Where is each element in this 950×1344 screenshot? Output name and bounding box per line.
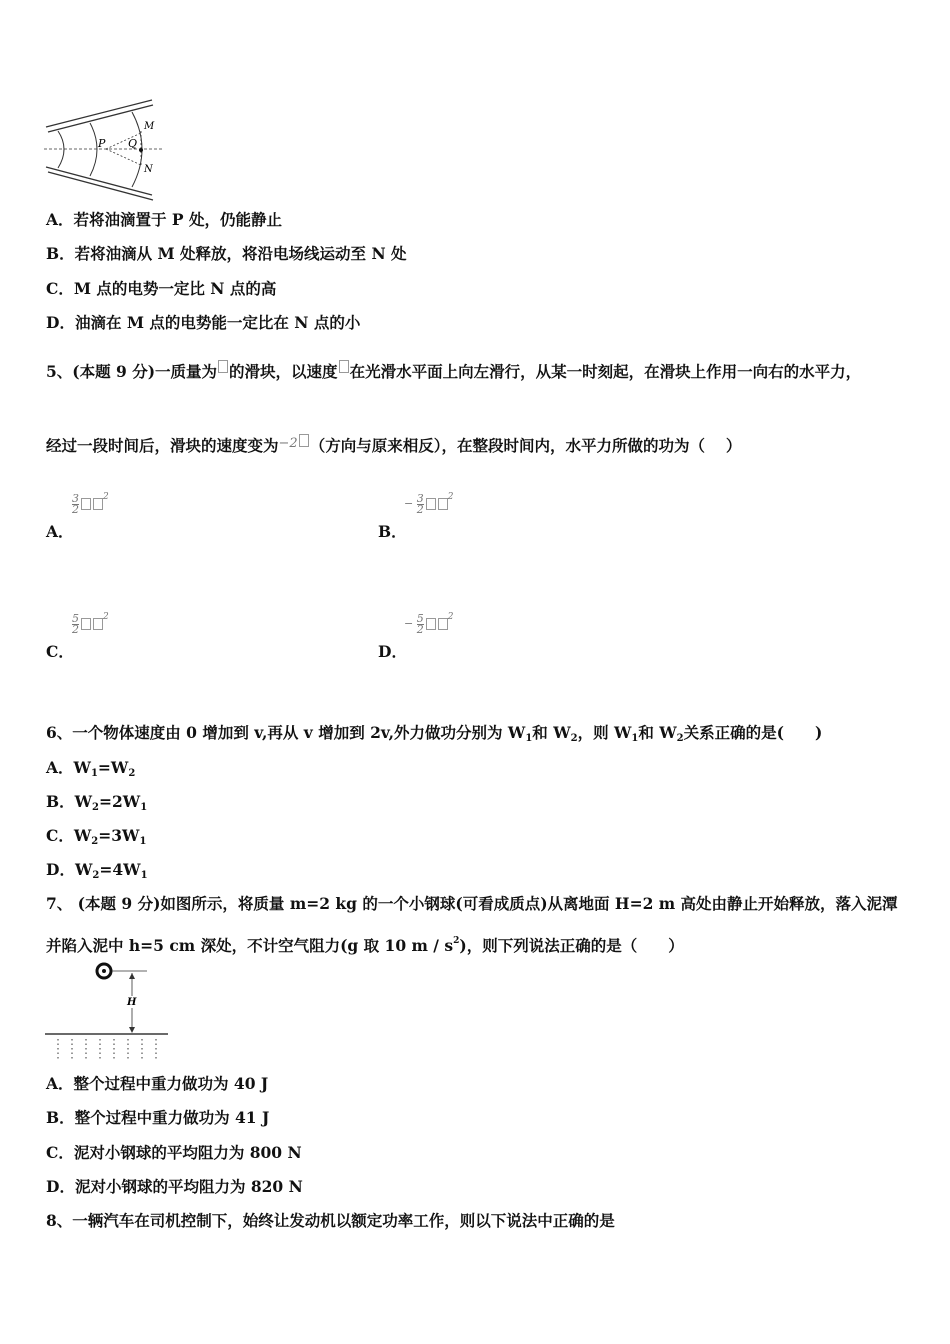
q7-option-a[interactable]: A．整个过程中重力做功为 40 J [46, 1074, 269, 1093]
electric-field-diagram [40, 95, 170, 205]
mass-symbol-image [218, 360, 228, 373]
q7-option-d[interactable]: D．泥对小钢球的平均阻力为 820 N [46, 1177, 303, 1196]
label-m: M [144, 121, 155, 132]
q4-option-d[interactable]: D．油滴在 M 点的电势能一定比在 N 点的小 [46, 313, 361, 332]
q7-option-b[interactable]: B．整个过程中重力做功为 41 J [46, 1108, 270, 1127]
label-n: N [144, 164, 153, 175]
label-q: Q [128, 137, 138, 150]
q7-option-c[interactable]: C．泥对小钢球的平均阻力为 800 N [46, 1143, 302, 1162]
q5-option-a[interactable]: A． [46, 522, 74, 541]
q6-option-c[interactable]: C．$W_2=3W_1$ [46, 826, 147, 847]
velocity-symbol-image [299, 434, 309, 447]
q5-option-b-formula: − $\frac{3}{2}$ $^2$ [404, 491, 454, 516]
q6-option-a[interactable]: A．$W_1=W_2$ [46, 758, 136, 779]
label-p: P [98, 137, 106, 150]
height-label: H [127, 997, 137, 1008]
q8-stem: 8、一辆汽车在司机控制下，始终让发动机以额定功率工作，则以下说法中正确的是 [46, 1211, 615, 1230]
falling-ball-diagram [42, 960, 172, 1064]
q5-option-d-formula: − $\frac{5}{2}$ $^2$ [404, 611, 454, 636]
q7-stem-line1: 7、 (本题 9 分)如图所示，将质量 m=2 kg 的一个小钢球(可看成质点)从离地面 H=2 m 高处由静止开始释放，落入泥潭 [46, 894, 898, 913]
q6-option-d[interactable]: D．$W_2=4W_1$ [46, 860, 148, 881]
q5-option-c-formula: $\frac{5}{2}$ $^2$ [72, 611, 109, 636]
q4-option-b[interactable]: B．若将油滴从 M 处释放，将沿电场线运动至 N 处 [46, 244, 407, 263]
q4-option-c[interactable]: C．M 点的电势一定比 N 点的高 [46, 279, 277, 298]
q5-option-d[interactable]: D． [378, 642, 407, 661]
velocity-symbol-image [339, 360, 349, 373]
q7-stem-line2: 并陷入泥中 h=5 cm 深处，不计空气阻力(g 取 10 m / $s^2$)，则下列说法正确的是（ ） [46, 936, 684, 955]
q5-stem-line1: 5、(本题 9 分)一质量为 的滑块，以速度 在光滑水平面上向左滑行，从某一时刻起，在滑块上作用一向右的水平力， [46, 362, 862, 381]
q5-option-b[interactable]: B． [378, 522, 407, 541]
q6-stem: 6、一个物体速度由 0 增加到 v,再从 v 增加到 2v,外力做功分别为 $W_1$和 $W_2$，则 $W_1$和 $W_2$关系正确的是( ) [46, 723, 823, 744]
q4-option-a[interactable]: A．若将油滴置于 P 处，仍能静止 [46, 210, 282, 229]
q5-stem-line2: 经过一段时间后，滑块的速度变为$^{-2}$ （方向与原来相反），在整段时间内，水平力所做的功为（ ） [46, 436, 742, 455]
q6-option-b[interactable]: B．$W_2=2W_1$ [46, 792, 148, 813]
q5-option-c[interactable]: C． [46, 642, 74, 661]
q5-option-a-formula: $\frac{3}{2}$ $^2$ [72, 491, 109, 516]
